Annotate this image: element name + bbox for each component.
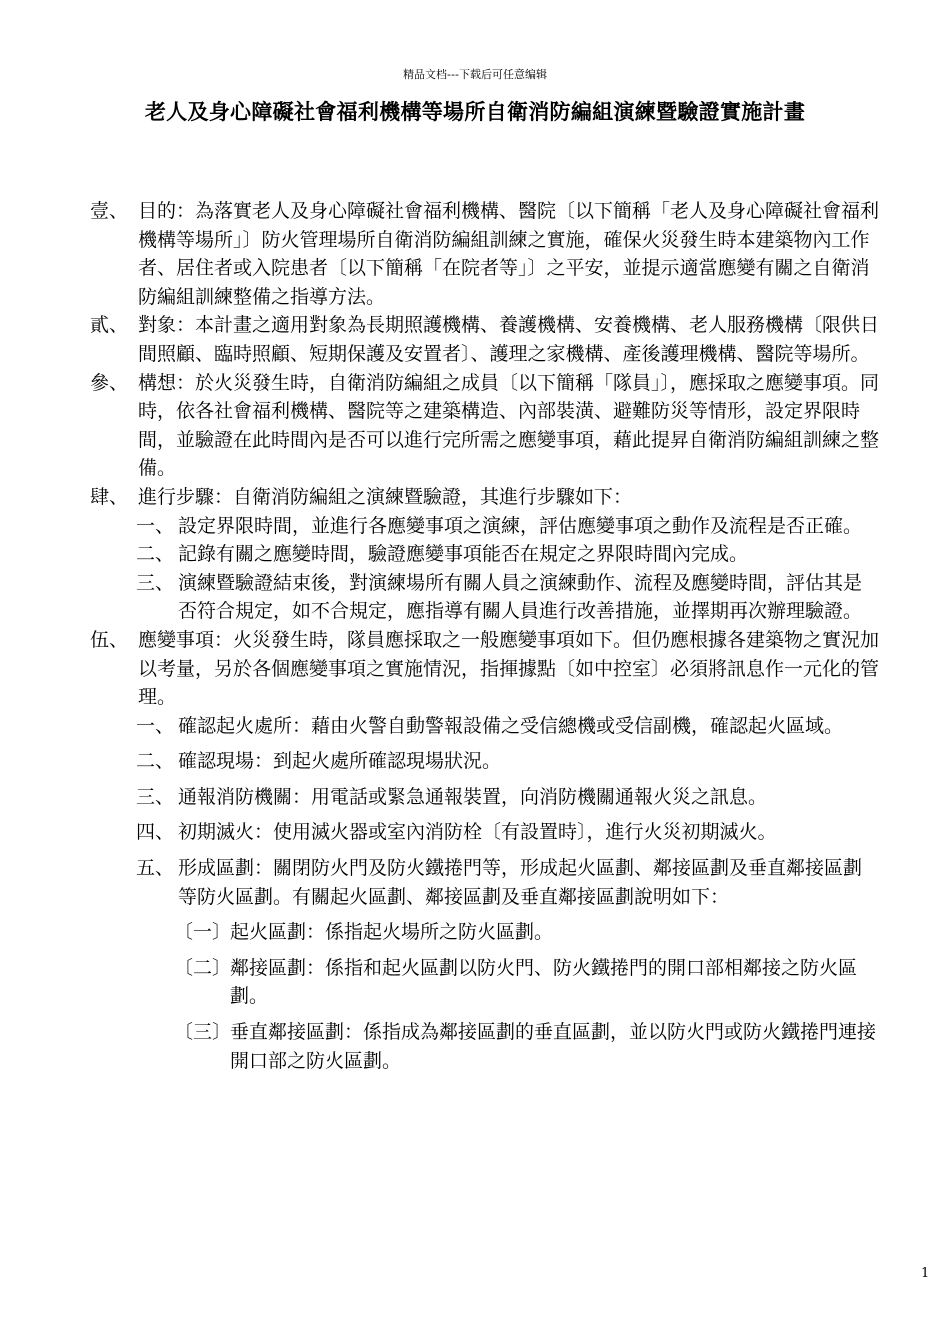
section-marker: 伍、	[90, 628, 129, 651]
item-text: 通報消防機關：用電話或緊急通報裝置，向消防機關通報火災之訊息。	[178, 785, 768, 808]
response-item	[90, 818, 880, 847]
item-marker: 一、	[136, 514, 175, 537]
subitem	[90, 918, 880, 947]
page-number: 1	[921, 1266, 930, 1281]
section-marker: 參、	[90, 371, 129, 394]
subitem	[90, 1018, 880, 1075]
subitem	[90, 954, 880, 1011]
step-item	[90, 569, 880, 626]
response-item	[90, 712, 880, 741]
item-marker: 一、	[136, 714, 175, 737]
section-text: 目的：為落實老人及身心障礙社會福利機構、醫院〔以下簡稱「老人及身心障礙社會福利機構等場所」〕防火管理場所自衛消防編組訓練之實施，確保火災發生時本建築物內工作者、居住者或入院患者〔以下簡稱「在院者等」〕之平安，並提示適當應變有關之自衛消防編組訓練整備之指導方法。	[138, 200, 880, 308]
section-concept	[90, 369, 880, 483]
document-body	[90, 197, 880, 1075]
item-marker: 三、	[136, 785, 175, 808]
item-marker: 三、	[136, 571, 175, 594]
item-text: 初期滅火：使用滅火器或室內消防栓〔有設置時〕，進行火災初期滅火。	[178, 821, 777, 844]
item-text: 確認現場：到起火處所確認現場狀況。	[178, 750, 502, 773]
section-text: 對象：本計畫之適用對象為長期照護機構、養護機構、安養機構、老人服務機構〔限供日間照顧、臨時照顧、短期保護及安置者〕、護理之家機構、產後護理機構、醫院等場所。	[138, 314, 880, 365]
page-header: 精品文档---下载后可任意编辑	[403, 68, 547, 81]
section-target	[90, 311, 880, 368]
section-response	[90, 626, 880, 712]
step-item	[90, 512, 880, 541]
response-item	[90, 854, 880, 911]
section-marker: 貳、	[90, 314, 129, 337]
response-item	[90, 747, 880, 776]
section-text: 構想：於火災發生時，自衛消防編組之成員〔以下簡稱「隊員」〕，應採取之應變事項。同時，依各社會福利機構、醫院等之建築構造、內部裝潢、避難防災等情形，設定界限時間，並驗證在此時間內是否可以進行完所需之應變事項，藉此提昇自衛消防編組訓練之整備。	[138, 371, 880, 480]
section-purpose	[90, 197, 880, 311]
subitem-text: 起火區劃：係指起火場所之防火區劃。	[230, 921, 554, 944]
item-text: 設定界限時間，並進行各應變事項之演練，評估應變事項之動作及流程是否正確。	[178, 514, 863, 537]
subitem-marker: 〔三〕	[174, 1021, 232, 1044]
subitem-marker: 〔一〕	[174, 921, 232, 944]
subitem-text: 鄰接區劃：係指和起火區劃以防火門、防火鐵捲門的開口部相鄰接之防火區劃。	[230, 956, 858, 1008]
section-marker: 肆、	[90, 485, 129, 508]
subitem-marker: 〔二〕	[174, 956, 232, 979]
item-text: 記錄有關之應變時間，驗證應變事項能否在規定之界限時間內完成。	[178, 543, 749, 566]
item-text: 演練暨驗證結束後，對演練場所有關人員之演練動作、流程及應變時間，評估其是否符合規定，如不合規定，應指導有關人員進行改善措施，並擇期再次辦理驗證。	[178, 571, 863, 623]
item-text: 確認起火處所：藉由火警自動警報設備之受信總機或受信副機，確認起火區域。	[178, 714, 844, 737]
item-text: 形成區劃：關閉防火門及防火鐵捲門等，形成起火區劃、鄰接區劃及垂直鄰接區劃等防火區劃。有關起火區劃、鄰接區劃及垂直鄰接區劃說明如下：	[178, 857, 863, 908]
section-text: 應變事項：火災發生時，隊員應採取之一般應變事項如下。但仍應根據各建築物之實況加以考量，另於各個應變事項之實施情況，指揮據點〔如中控室〕必須將訊息作一元化的管理。	[138, 628, 880, 709]
item-marker: 二、	[136, 543, 175, 566]
section-marker: 壹、	[90, 200, 129, 222]
item-marker: 四、	[136, 821, 175, 844]
document-title: 老人及身心障礙社會福利機構等場所自衛消防編組演練暨驗證實施計畫	[144, 99, 806, 124]
response-item	[90, 783, 880, 812]
step-item	[90, 540, 880, 569]
item-marker: 五、	[136, 857, 175, 880]
section-text: 進行步驟：自衛消防編組之演練暨驗證，其進行步驟如下：	[138, 485, 633, 508]
section-steps	[90, 483, 880, 512]
item-marker: 二、	[136, 750, 175, 773]
subitem-text: 垂直鄰接區劃：係指成為鄰接區劃的垂直區劃，並以防火門或防火鐵捲門連接開口部之防火區劃。	[230, 1021, 877, 1072]
